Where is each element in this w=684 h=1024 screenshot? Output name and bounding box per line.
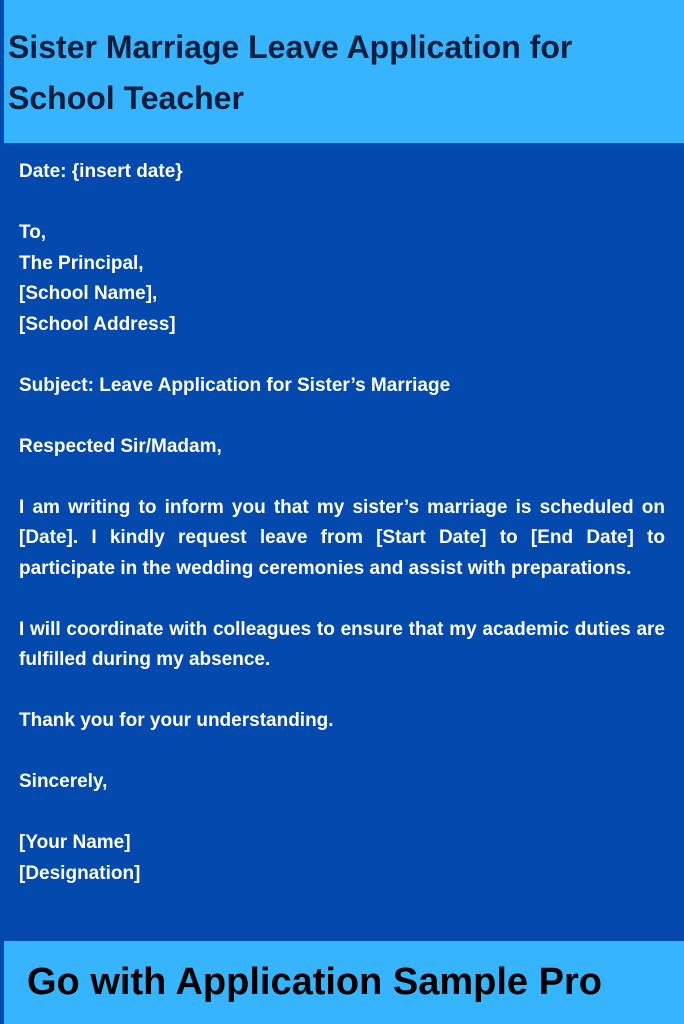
signature-designation: [Designation] — [19, 862, 141, 884]
body-paragraph-duties: I will coordinate with colleagues to ensure that my academic duties are fulfilled during my absence. — [19, 618, 665, 670]
header-banner — [0, 0, 684, 143]
recipient-to: To, — [19, 222, 47, 243]
recipient-name: The Principal, — [19, 252, 144, 274]
letter-date — [19, 157, 665, 188]
signature-name: [Your Name] — [19, 832, 131, 853]
letter-thanks: Thank you for your understanding. — [19, 710, 334, 731]
page-title: Sister Marriage Leave Application for School Teacher — [8, 29, 573, 116]
body-paragraph-request: I am writing to inform you that my sister’s marriage is scheduled on [Date]. I kindly request leave from [Start Date] to [End Date] to participate in the wedding ceremonies and assist with preparations. — [19, 496, 665, 579]
footer-banner — [0, 941, 684, 1024]
letter-subject: Subject: Leave Application for Sister’s Marriage — [19, 374, 451, 396]
letter-salutation: Respected Sir/Madam, — [19, 435, 222, 457]
recipient-school-address: [School Address] — [19, 313, 176, 335]
letter-closing: Sincerely, — [19, 771, 108, 792]
recipient-school-name: [School Name], — [19, 283, 158, 304]
letter-body — [19, 157, 665, 920]
recipient-block — [19, 218, 665, 340]
footer-tagline: Go with Application Sample Pro — [27, 961, 602, 1003]
date-line: Date: {insert date} — [19, 161, 183, 182]
signature-block — [19, 828, 665, 889]
